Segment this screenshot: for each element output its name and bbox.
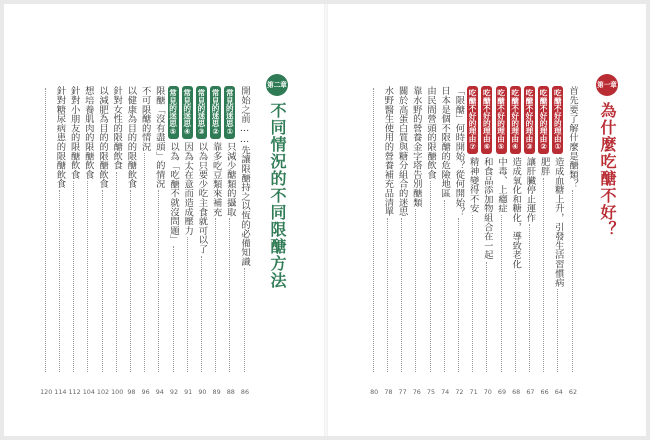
toc-entry-tag: 吃醣不好的理由② bbox=[538, 86, 549, 154]
toc-page-number: 62 bbox=[568, 388, 578, 396]
toc-entry-title: 中毒、上癮症 bbox=[496, 157, 507, 214]
toc-page-number: 74 bbox=[441, 388, 450, 396]
toc-entry[interactable] bbox=[396, 86, 410, 396]
toc-entry-title: 只減少醣類的攝取 bbox=[224, 142, 236, 217]
toc-entry-line bbox=[538, 86, 550, 372]
toc-entry-tag: 常見的迷思② bbox=[210, 86, 221, 139]
toc-entries-right bbox=[4, 4, 646, 436]
toc-entry-line bbox=[523, 86, 535, 372]
dot-leader bbox=[501, 215, 502, 372]
toc-entry[interactable] bbox=[424, 86, 438, 396]
toc-page-number: 104 bbox=[82, 388, 95, 396]
toc-entry-title: 造成血糖上升，引發生活習慣病 bbox=[552, 157, 564, 288]
toc-page-number: 78 bbox=[384, 388, 393, 396]
dot-leader bbox=[387, 218, 388, 372]
toc-entry-title: 開始之前……先讓限醣持之以恆的必備知識 bbox=[239, 86, 250, 267]
toc-page-number: 98 bbox=[127, 388, 136, 396]
toc-page-number: 120 bbox=[40, 388, 53, 396]
toc-entry[interactable] bbox=[552, 86, 566, 396]
toc-entry-title: 「限醣」何時開始？從何開始？ bbox=[453, 86, 465, 217]
toc-entry-line bbox=[381, 86, 393, 372]
dot-leader bbox=[543, 178, 544, 372]
toc-page-number: 76 bbox=[412, 388, 421, 396]
toc-entry-title: 以減肥為目的的限醣飲食 bbox=[97, 86, 108, 189]
toc-entry[interactable] bbox=[367, 86, 381, 396]
toc-entry-tag: 吃醣不好的理由④ bbox=[510, 86, 521, 154]
toc-entry[interactable] bbox=[438, 86, 452, 396]
toc-entry-title: 針對女性的限醣飲食 bbox=[111, 86, 123, 170]
toc-entry-title: 日本是個不限醣的危險地區 bbox=[439, 86, 451, 198]
toc-page-number: 91 bbox=[184, 388, 193, 396]
toc-entry-title: 關於高蛋白質與糖分組合的迷思 bbox=[396, 86, 408, 217]
toc-page-number: 102 bbox=[96, 388, 110, 396]
toc-entry-title: 以為「吃醣不就沒問題」 bbox=[168, 142, 179, 245]
chapter-badge: 第二章 bbox=[266, 74, 288, 96]
dot-leader bbox=[572, 190, 573, 372]
toc-page-number: 90 bbox=[198, 388, 207, 396]
toc-entry[interactable] bbox=[467, 86, 481, 396]
toc-entry-tag: 吃醣不好的理由③ bbox=[524, 86, 535, 154]
toc-entry-title: 針對小朋友的限醣飲食 bbox=[68, 86, 80, 179]
toc-page-number: 77 bbox=[398, 388, 407, 396]
toc-page-number: 69 bbox=[497, 388, 507, 396]
toc-entry-tag: 吃醣不好的理由⑥ bbox=[481, 86, 492, 154]
toc-entry-title: 由民間營頭的限醣飲食 bbox=[425, 86, 436, 179]
toc-entry[interactable] bbox=[410, 86, 424, 396]
toc-entry-title: 針對糖尿病患的限醣飲食 bbox=[54, 86, 66, 189]
toc-entry-tag: 常見的迷思⑤ bbox=[168, 86, 179, 139]
toc-entry-line bbox=[367, 86, 379, 372]
dot-leader bbox=[529, 224, 530, 372]
toc-page-number: 71 bbox=[469, 388, 478, 396]
toc-entry[interactable] bbox=[452, 86, 466, 396]
toc-entry-line bbox=[566, 86, 578, 372]
toc-entry[interactable] bbox=[509, 86, 523, 396]
toc-entry[interactable] bbox=[481, 86, 495, 396]
toc-entry-title: 以為只要少吃主食就可以了 bbox=[196, 142, 208, 254]
toc-page-number: 86 bbox=[240, 388, 250, 396]
toc-page-number: 88 bbox=[226, 388, 235, 396]
toc-page-number: 96 bbox=[141, 388, 150, 396]
toc-entry-tag: 常見的迷思① bbox=[224, 86, 235, 139]
toc-entry-title: 造成氧化和糖化，導致老化 bbox=[510, 157, 522, 269]
dot-leader bbox=[401, 218, 402, 372]
toc-entry-tag: 常見的迷思④ bbox=[182, 86, 193, 139]
toc-entry-tag: 吃醣不好的理由⑦ bbox=[467, 86, 478, 154]
toc-entry[interactable] bbox=[523, 86, 537, 396]
toc-spread bbox=[4, 4, 646, 436]
toc-page-number: 92 bbox=[169, 388, 179, 396]
toc-entry-line bbox=[410, 86, 422, 372]
toc-entry-line bbox=[509, 86, 521, 372]
toc-entry-line bbox=[495, 86, 507, 372]
dot-leader bbox=[557, 289, 558, 372]
toc-page-number: 94 bbox=[155, 388, 164, 396]
toc-page-number: 89 bbox=[212, 388, 221, 396]
dot-leader bbox=[486, 262, 487, 372]
toc-entry-title: 首先要了解什麼是醣類？ bbox=[567, 86, 578, 189]
toc-page-number: 75 bbox=[426, 388, 436, 396]
toc-page-number: 68 bbox=[512, 388, 521, 396]
chapter-title: 不同情況的不同限醣方法 bbox=[268, 102, 287, 289]
toc-page-number: 64 bbox=[554, 388, 563, 396]
toc-entry-tag: 吃醣不好的理由① bbox=[552, 86, 563, 154]
toc-entry[interactable] bbox=[495, 86, 509, 396]
dot-leader bbox=[515, 271, 516, 372]
toc-page-number: 72 bbox=[455, 388, 464, 396]
toc-entry-title: 和食品添加物組合在一起 bbox=[481, 157, 493, 260]
toc-entry-title: 水野醫生使用的營養補充品清單 bbox=[382, 86, 394, 217]
chapter-badge: 第一章 bbox=[596, 74, 618, 96]
toc-page-number: 112 bbox=[68, 388, 81, 396]
toc-page-number: 67 bbox=[526, 388, 535, 396]
dot-leader bbox=[472, 215, 473, 372]
toc-page-number: 66 bbox=[540, 388, 549, 396]
toc-entry-line bbox=[396, 86, 408, 372]
toc-page-number: 100 bbox=[111, 388, 124, 396]
toc-entry-title: 肥胖 bbox=[538, 157, 550, 176]
toc-entry-line bbox=[438, 86, 450, 372]
dot-leader bbox=[444, 200, 445, 372]
toc-entry-tag: 常見的迷思③ bbox=[196, 86, 207, 139]
toc-entry-line bbox=[481, 86, 493, 372]
toc-entry-title: 限醣「沒有盡頭」的情況 bbox=[153, 86, 165, 189]
toc-entry-title: 靠多吃豆類來補充 bbox=[210, 142, 222, 217]
toc-entry-title: 不可限醣的情況 bbox=[139, 86, 151, 152]
toc-entry-title: 精神變得不安 bbox=[467, 157, 479, 214]
toc-entry-line bbox=[452, 86, 464, 372]
toc-entry-title: 讓肝臟停止運作 bbox=[524, 157, 536, 223]
toc-entry-line bbox=[552, 86, 564, 372]
toc-entry[interactable] bbox=[566, 86, 580, 396]
toc-page-number: 80 bbox=[370, 388, 379, 396]
dot-leader bbox=[458, 218, 459, 372]
toc-entry-line bbox=[467, 86, 479, 372]
toc-entry[interactable] bbox=[381, 86, 395, 396]
chapter-title: 為什麼吃醣不好？ bbox=[598, 102, 617, 238]
toc-entry-tag: 吃醣不好的理由⑤ bbox=[496, 86, 507, 154]
toc-page-number: 70 bbox=[483, 388, 492, 396]
dot-leader bbox=[430, 181, 431, 372]
toc-page-number: 114 bbox=[54, 388, 67, 396]
toc-entry-title: 靠水野的營養金字塔告別醣類 bbox=[410, 86, 422, 207]
toc-entry-line bbox=[424, 86, 436, 372]
toc-entry-title: 想培養肌肉的限醣飲食 bbox=[82, 86, 94, 179]
toc-entry-title: 以健康為目的的限醣飲食 bbox=[125, 86, 137, 189]
dot-leader bbox=[373, 88, 374, 372]
toc-entry[interactable] bbox=[538, 86, 552, 396]
toc-entry-title: 因為太在意而造成壓力 bbox=[182, 142, 194, 235]
dot-leader bbox=[415, 209, 416, 372]
